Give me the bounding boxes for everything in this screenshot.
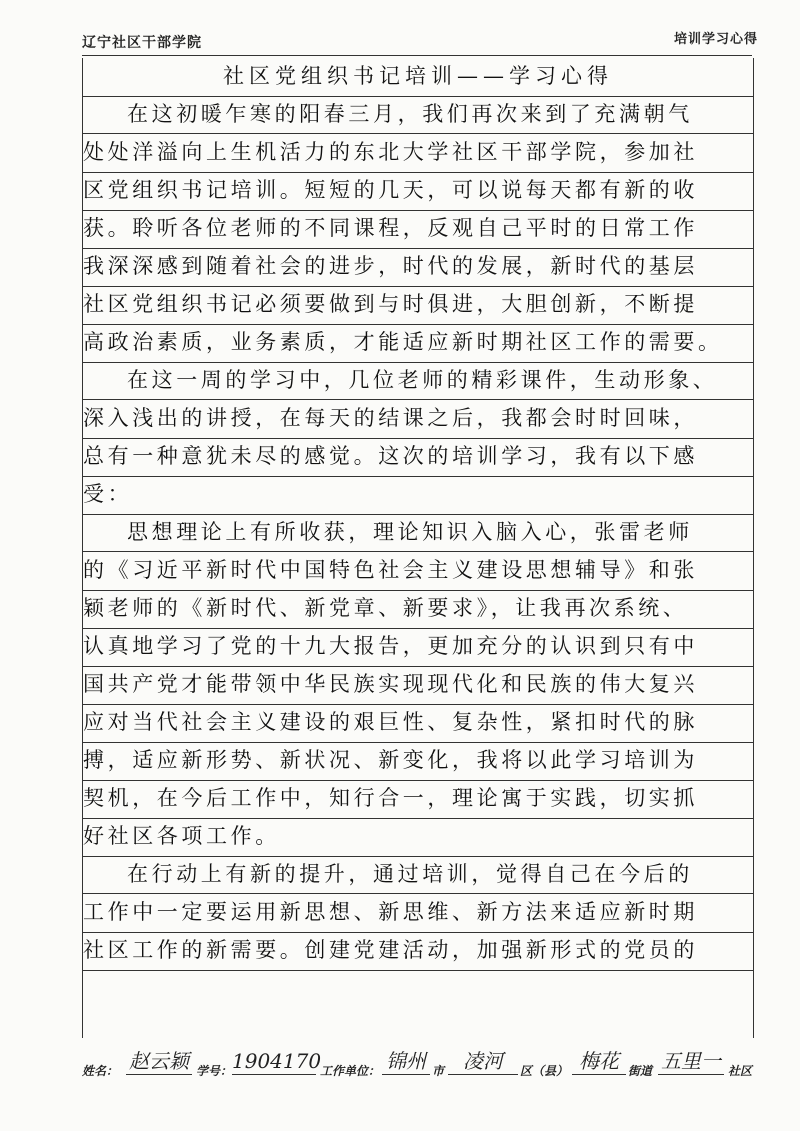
name-label: 姓名：: [82, 1064, 119, 1078]
essay-line: 在这初暖乍寒的阳春三月，我们再次来到了充满朝气: [83, 96, 753, 134]
essay-line: 社区工作的新需要。创建党建活动，加强新形式的党员的: [83, 932, 753, 971]
essay-line: 处处洋溢向上生机活力的东北大学社区干部学院，参加社: [83, 134, 753, 173]
essay-line: 我深深感到随着社会的进步，时代的发展，新时代的基层: [83, 248, 753, 287]
header-divider: [82, 55, 752, 56]
city-value: 锦州: [382, 1048, 430, 1075]
essay-line: 的《习近平新时代中国特色社会主义建设思想辅导》和张: [83, 552, 753, 591]
essay-line: 好社区各项工作。: [83, 818, 753, 857]
essay-line: 认真地学习了党的十九大报告，更加充分的认识到只有中: [83, 628, 753, 667]
name-value: 赵云颖: [126, 1048, 192, 1075]
essay-line: 国共产党才能带领中华民族实现现代化和民族的伟大复兴: [83, 666, 753, 705]
essay-line: 高政治素质，业务素质，才能适应新时期社区工作的需要。: [83, 324, 753, 363]
student-id-label: 学号：: [196, 1064, 233, 1078]
street-value: 梅花: [572, 1048, 626, 1075]
footer-info: [82, 1049, 762, 1082]
community-value: 五里一: [658, 1048, 724, 1075]
essay-line: 颖老师的《新时代、新党章、新要求》，让我再次系统、: [83, 590, 753, 629]
essay-line: 搏，适应新形势、新状况、新变化，我将以此学习培训为: [83, 742, 753, 781]
ruled-sheet: [82, 58, 754, 1038]
essay-line: 应对当代社会主义建设的艰巨性、复杂性，紧扣时代的脉: [83, 704, 753, 743]
essay-line: 总有一种意犹未尽的感觉。这次的培训学习，我有以下感: [83, 438, 753, 477]
essay-line: 思想理论上有所收获，理论知识入脑入心，张雷老师: [83, 514, 753, 552]
essay-line: 区党组织书记培训。短短的几天，可以说每天都有新的收: [83, 172, 753, 211]
district-label: 区（县）: [520, 1064, 569, 1078]
essay-line: 在行动上有新的提升，通过培训，觉得自己在今后的: [83, 856, 753, 894]
community-label: 社区: [728, 1064, 753, 1078]
essay-line: 社区党组织书记必须要做到与时俱进，大胆创新，不断提: [83, 286, 753, 325]
essay-line: 深入浅出的讲授，在每天的结课之后，我都会时时回味，: [83, 400, 753, 439]
header-institution: 辽宁社区干部学院: [82, 35, 202, 51]
header-doc-type: 培训学习心得: [673, 32, 758, 47]
work-unit-label: 工作单位：: [320, 1064, 381, 1078]
essay-line: 在这一周的学习中，几位老师的精彩课件，生动形象、: [83, 362, 753, 400]
essay-title: 社区党组织书记培训——学习心得: [83, 58, 753, 97]
city-label: 市: [432, 1064, 445, 1078]
street-label: 街道: [628, 1064, 653, 1078]
essay-line: 工作中一定要运用新思想、新思维、新方法来适应新时期: [83, 894, 753, 933]
student-id-value: 1904170: [232, 1049, 322, 1073]
essay-line: 受：: [83, 476, 753, 515]
essay-line: 获。聆听各位老师的不同课程，反观自己平时的日常工作: [83, 210, 753, 249]
essay-line: 契机，在今后工作中，知行合一，理论寓于实践，切实抓: [83, 780, 753, 819]
district-value: 凌河: [448, 1048, 518, 1075]
blank-line: [83, 970, 753, 1008]
